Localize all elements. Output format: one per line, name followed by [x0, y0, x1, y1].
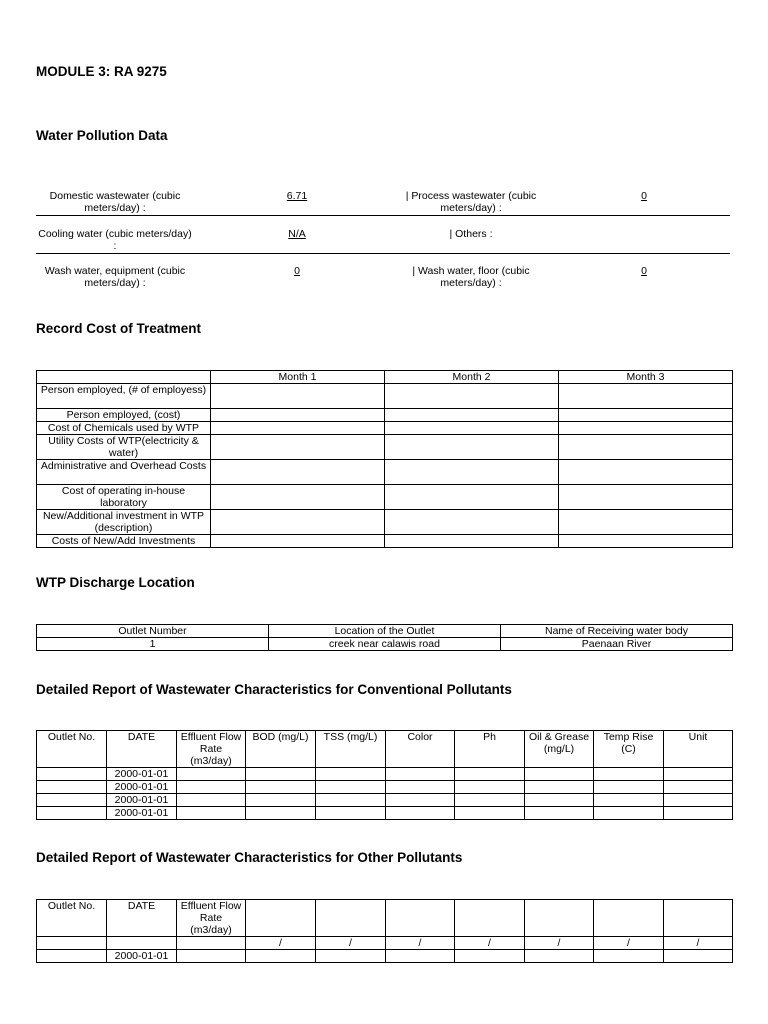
table-cell [37, 768, 107, 781]
table-cell [37, 950, 107, 963]
table-cell [559, 460, 733, 485]
table-cell [385, 460, 559, 485]
table-cell [385, 510, 559, 535]
column-header: Outlet No. [37, 900, 107, 937]
cost-row-label: Person employed, (cost) [37, 409, 211, 422]
water-pollution-heading: Water Pollution Data [36, 128, 168, 143]
table-cell [177, 937, 246, 950]
date-cell: 2000-01-01 [107, 768, 177, 781]
month-header: Month 3 [559, 371, 733, 384]
table-cell [525, 807, 594, 820]
conventional-header-row [37, 731, 733, 768]
table-row [37, 409, 733, 422]
table-cell [211, 422, 385, 435]
date-cell: 2000-01-01 [107, 794, 177, 807]
month-header: Month 1 [211, 371, 385, 384]
conventional-heading: Detailed Report of Wastewater Characteristics for Conventional Pollutants [36, 682, 512, 697]
table-row [37, 794, 733, 807]
cost-row-label: Administrative and Overhead Costs [37, 460, 211, 485]
table-row [37, 807, 733, 820]
table-cell [316, 807, 386, 820]
table-cell [664, 768, 733, 781]
table-cell [177, 807, 246, 820]
table-cell [211, 535, 385, 548]
process-wastewater-label: | Process wastewater (cubic meters/day) : [405, 190, 537, 214]
table-cell [385, 422, 559, 435]
table-cell [177, 794, 246, 807]
table-cell [525, 900, 594, 937]
table-row [37, 485, 733, 510]
table-cell [664, 900, 733, 937]
slash-cell: / [246, 937, 316, 950]
table-cell [316, 794, 386, 807]
cost-treatment-heading: Record Cost of Treatment [36, 321, 202, 336]
table-cell [525, 950, 594, 963]
table-row [37, 535, 733, 548]
date-cell: 2000-01-01 [107, 781, 177, 794]
table-row [37, 384, 733, 409]
table-cell [559, 409, 733, 422]
table-cell [385, 535, 559, 548]
table-cell [246, 900, 316, 937]
water-pollution-row [36, 216, 730, 254]
column-header: Name of Receiving water body [501, 625, 733, 638]
domestic-wastewater-value: 6.71 [286, 190, 308, 202]
table-cell [525, 768, 594, 781]
table-row [37, 781, 733, 794]
date-cell: 2000-01-01 [107, 950, 177, 963]
cost-row-label: Utility Costs of WTP(electricity & water) [37, 435, 211, 460]
table-cell [386, 781, 455, 794]
table-cell [177, 950, 246, 963]
cost-treatment-table [36, 370, 733, 548]
table-cell [211, 510, 385, 535]
table-cell [37, 371, 211, 384]
cost-row-label: New/Additional investment in WTP (description) [37, 510, 211, 535]
table-cell [385, 435, 559, 460]
table-cell [455, 768, 525, 781]
table-cell [455, 794, 525, 807]
column-header: Effluent Flow Rate (m3/day) [177, 731, 246, 768]
table-cell [211, 384, 385, 409]
column-header: Unit [664, 731, 733, 768]
table-cell [455, 807, 525, 820]
outlet-location: creek near calawis road [269, 638, 501, 651]
table-row [37, 422, 733, 435]
table-cell [525, 781, 594, 794]
column-header: Outlet No. [37, 731, 107, 768]
table-cell [246, 807, 316, 820]
outlet-number: 1 [37, 638, 269, 651]
column-header: Effluent Flow Rate (m3/day) [177, 900, 246, 937]
wash-water-floor-value: 0 [641, 265, 647, 277]
table-cell [559, 485, 733, 510]
table-cell [37, 781, 107, 794]
column-header: Oil & Grease (mg/L) [525, 731, 594, 768]
table-cell [594, 950, 664, 963]
wash-water-equipment-label: Wash water, equipment (cubic meters/day) : [44, 265, 186, 289]
table-cell [386, 900, 455, 937]
discharge-table [36, 624, 733, 651]
cooling-water-label: Cooling water (cubic meters/day) : [38, 228, 192, 252]
table-cell [455, 781, 525, 794]
process-wastewater-value: 0 [641, 190, 647, 202]
column-header: Temp Rise (C) [594, 731, 664, 768]
table-row [37, 937, 733, 950]
discharge-heading: WTP Discharge Location [36, 575, 195, 590]
table-cell [107, 937, 177, 950]
others-label: | Others : [449, 228, 493, 240]
table-cell [594, 900, 664, 937]
table-cell [559, 535, 733, 548]
table-cell [386, 794, 455, 807]
column-header: BOD (mg/L) [246, 731, 316, 768]
table-cell [386, 768, 455, 781]
table-cell [211, 409, 385, 422]
table-cell [559, 435, 733, 460]
cost-row-label: Costs of New/Add Investments [37, 535, 211, 548]
table-cell [664, 794, 733, 807]
date-cell: 2000-01-01 [107, 807, 177, 820]
table-cell [664, 950, 733, 963]
column-header: Outlet Number [37, 625, 269, 638]
cost-row-label: Cost of Chemicals used by WTP [37, 422, 211, 435]
table-cell [385, 384, 559, 409]
table-cell [316, 900, 386, 937]
slash-cell: / [316, 937, 386, 950]
table-cell [594, 794, 664, 807]
column-header: Color [386, 731, 455, 768]
receiving-water-body: Paenaan River [501, 638, 733, 651]
table-cell [386, 950, 455, 963]
table-row [37, 510, 733, 535]
column-header: TSS (mg/L) [316, 731, 386, 768]
other-header-row [37, 900, 733, 937]
slash-cell: / [664, 937, 733, 950]
table-cell [211, 435, 385, 460]
other-pollutants-table [36, 899, 733, 963]
table-cell [594, 768, 664, 781]
column-header: DATE [107, 731, 177, 768]
column-header: Location of the Outlet [269, 625, 501, 638]
slash-cell: / [455, 937, 525, 950]
table-cell [211, 460, 385, 485]
wash-water-floor-label: | Wash water, floor (cubic meters/day) : [412, 265, 530, 289]
table-row [37, 950, 733, 963]
water-pollution-data [36, 186, 730, 294]
table-cell [559, 384, 733, 409]
table-cell [594, 807, 664, 820]
domestic-wastewater-label: Domestic wastewater (cubic meters/day) : [49, 190, 181, 214]
table-cell [177, 768, 246, 781]
cost-row-label: Cost of operating in-house laboratory [37, 485, 211, 510]
cost-header-row [37, 371, 733, 384]
table-cell [386, 807, 455, 820]
table-cell [246, 781, 316, 794]
table-cell [664, 781, 733, 794]
table-cell [664, 807, 733, 820]
slash-cell: / [594, 937, 664, 950]
table-row [37, 435, 733, 460]
table-cell [177, 781, 246, 794]
table-row [37, 460, 733, 485]
table-cell [246, 794, 316, 807]
table-cell [37, 937, 107, 950]
slash-cell: / [525, 937, 594, 950]
table-cell [559, 422, 733, 435]
other-heading: Detailed Report of Wastewater Characteristics for Other Pollutants [36, 850, 463, 865]
table-cell [455, 900, 525, 937]
slash-cell: / [386, 937, 455, 950]
column-header: DATE [107, 900, 177, 937]
column-header: Ph [455, 731, 525, 768]
table-cell [594, 781, 664, 794]
table-cell [246, 950, 316, 963]
table-cell [316, 950, 386, 963]
cost-row-label: Person employed, (# of employess) [37, 384, 211, 409]
table-cell [385, 409, 559, 422]
table-cell [385, 485, 559, 510]
table-cell [316, 781, 386, 794]
table-cell [37, 794, 107, 807]
page-title: MODULE 3: RA 9275 [36, 64, 167, 79]
month-header: Month 2 [385, 371, 559, 384]
table-cell [525, 794, 594, 807]
discharge-header-row [37, 625, 733, 638]
table-cell [316, 768, 386, 781]
conventional-pollutants-table [36, 730, 733, 820]
table-cell [559, 510, 733, 535]
table-cell [246, 768, 316, 781]
table-cell [211, 485, 385, 510]
cooling-water-value: N/A [288, 228, 306, 240]
table-cell [455, 950, 525, 963]
table-row [37, 638, 733, 651]
wash-water-equipment-value: 0 [294, 265, 300, 277]
water-pollution-row [36, 254, 730, 294]
water-pollution-row [36, 186, 730, 216]
table-row [37, 768, 733, 781]
table-cell [37, 807, 107, 820]
